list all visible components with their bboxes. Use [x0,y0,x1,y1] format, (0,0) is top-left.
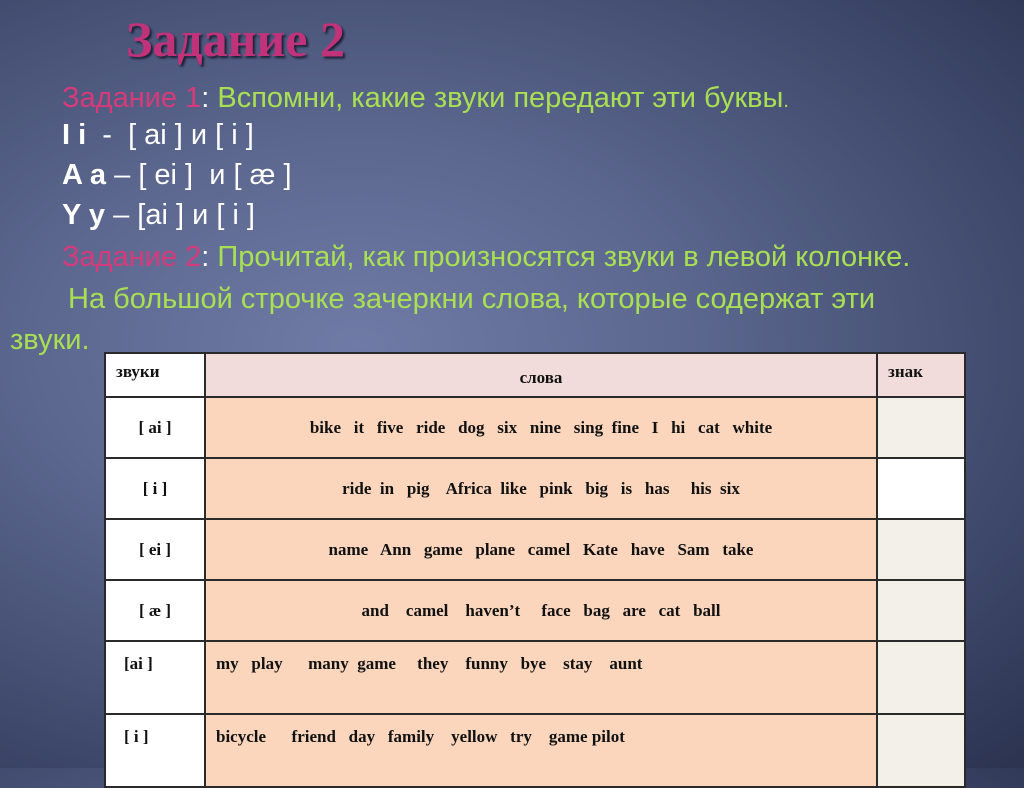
letter-sounds: [ ai ] и [ i ] [128,119,254,151]
task2-text: Прочитай, как произносятся звуки в левой колонке. [209,241,911,273]
words-cell[interactable]: ride in pig Africa like pink big is has his six [205,458,877,519]
letter-sounds: [ai ] и [ i ] [137,199,255,231]
sign-cell[interactable] [877,641,965,714]
sign-cell[interactable] [877,714,965,787]
sign-cell[interactable] [877,458,965,519]
words-cell[interactable]: my play many game they funny bye stay aunt [205,641,877,714]
letter-row-i [62,121,254,150]
sound-cell: [ai ] [105,641,205,714]
task1-line [62,84,789,113]
header-sounds: звуки [105,353,205,397]
task2-line-3: звуки. [10,324,90,356]
sign-cell[interactable] [877,580,965,641]
table-row [105,714,965,787]
header-sign: знак [877,353,965,397]
table-header-row [105,353,965,397]
task1-colon: : [201,82,210,114]
sound-cell: [ ei ] [105,519,205,580]
header-words: слова [205,353,877,397]
sound-cell: [ i ] [105,458,205,519]
task1-label: Задание 1 [62,82,202,114]
table-row [105,397,965,458]
table-row [105,580,965,641]
letter-separator: - [86,119,129,151]
letter-sounds: [ ei ] и [ æ ] [138,159,292,191]
table-row [105,519,965,580]
slide-title: Задание 2 [126,11,345,67]
task1-period: . [783,90,789,112]
task1-text: Вспомни, какие звуки передают эти буквы [209,82,784,114]
task2-label: Задание 2 [62,241,202,273]
words-cell[interactable]: name Ann game plane camel Kate have Sam take [205,519,877,580]
sound-cell: [ i ] [105,714,205,787]
sign-cell[interactable] [877,519,965,580]
table-row [105,458,965,519]
letter-pair: A a [62,159,107,191]
sign-cell[interactable] [877,397,965,458]
letter-separator: – [106,159,139,191]
words-cell[interactable]: bike it five ride dog six nine sing fine I hi cat white [205,397,877,458]
task2-colon: : [201,241,210,273]
table-row [105,641,965,714]
task2-line-2: На большой строчке зачеркни слова, которые содержат эти [68,283,876,315]
letter-separator: – [105,199,138,231]
letter-row-a [62,161,292,190]
sound-cell: [ æ ] [105,580,205,641]
words-cell[interactable]: bicycle friend day family yellow try game pilot [205,714,877,787]
words-cell[interactable]: and camel haven’t face bag are cat ball [205,580,877,641]
letter-row-y [62,201,255,230]
sound-cell: [ ai ] [105,397,205,458]
letter-pair: Y y [62,199,106,231]
task2-line [62,243,910,272]
sounds-words-table [104,352,966,788]
letter-pair: I i [62,119,87,151]
